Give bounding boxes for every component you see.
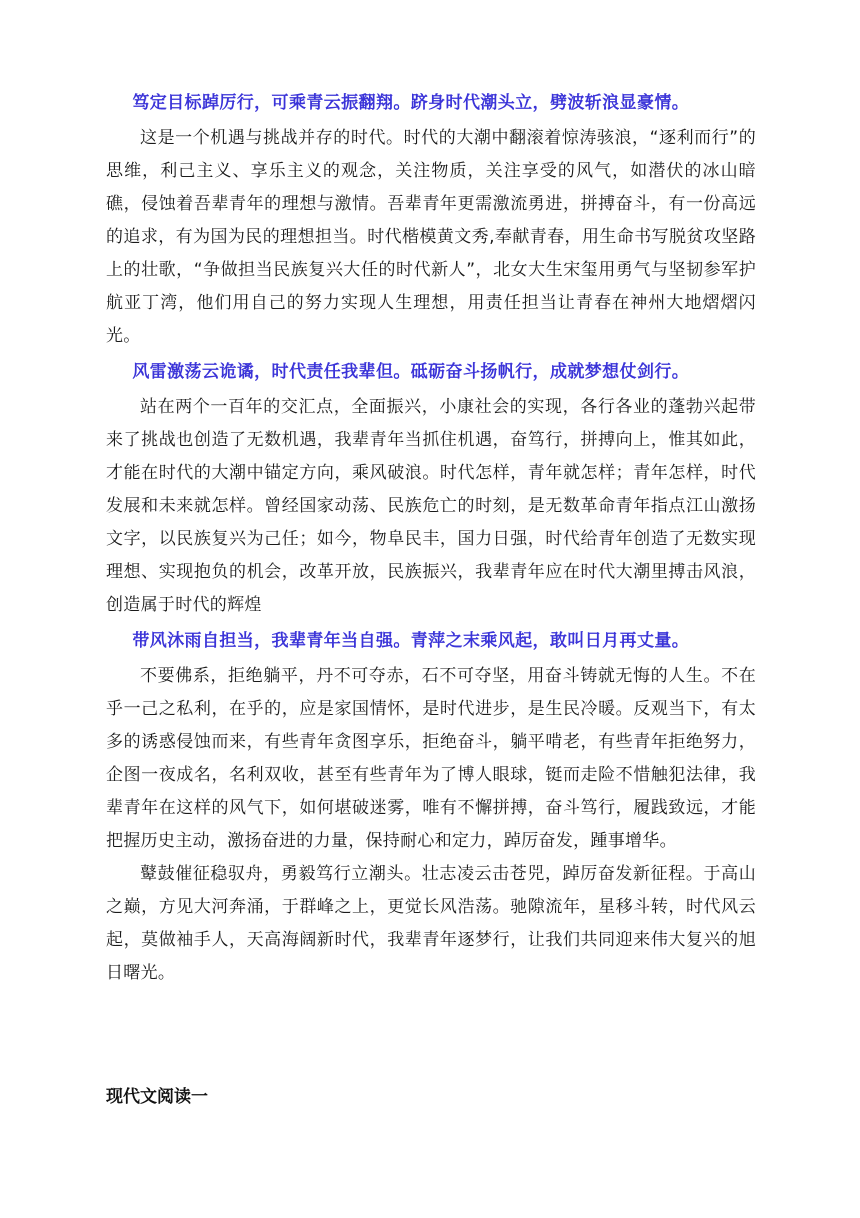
- section-title-modern-reading: 现代文阅读一: [106, 1087, 208, 1107]
- body-paragraph-3: 不要佛系，拒绝躺平，丹不可夺赤，石不可夺坚，用奋斗铸就无悔的人生。不在乎一己之私利，在乎的，应是家国情怀，是时代进步，是生民冷暖。反观当下，有太多的诱惑侵蚀而来，有些青年贪图享乐，拒绝奋斗，躺平啃老，有些青年拒绝努力，企图一夜成名，名利双收，甚至有些青年为了博人眼球，铤而走险不惜触犯法律，我辈青年在这样的风气下，如何堪破迷雾，唯有不懈拼搏，奋斗笃行，履践致远，才能把握历史主动，激扬奋进的力量，保持耐心和定力，踔厉奋发，踵事增华。: [106, 666, 756, 851]
- section-heading-1: 笃定目标踔厉行，可乘青云振翻翔。跻身时代潮头立，劈波斩浪显豪情。: [132, 93, 690, 113]
- section-heading-3: 带风沐雨自担当，我辈青年当自强。青萍之末乘风起，敢叫日月再丈量。: [132, 631, 690, 651]
- body-paragraph-4: 鼙鼓催征稳驭舟，勇毅笃行立潮头。壮志凌云击苍兕，踔厉奋发新征程。于高山之巅，方见大河奔涌，于群峰之上，更觉长风浩荡。驰隙流年，星移斗转，时代风云起，莫做袖手人，天高海阔新时代，我辈青年逐梦行，让我们共同迎来伟大复兴的旭日曙光。: [106, 864, 756, 983]
- body-paragraph-2: 站在两个一百年的交汇点，全面振兴，小康社会的实现，各行各业的蓬勃兴起带来了挑战也创造了无数机遇，我辈青年当抓住机遇，奋笃行，拼搏向上，惟其如此，才能在时代的大潮中锚定方向，乘风破浪。时代怎样，青年就怎样；青年怎样，时代发展和未来就怎样。曾经国家动荡、民族危亡的时刻，是无数革命青年指点江山激扬文字，以民族复兴为己任；如今，物阜民丰，国力日强，时代给青年创造了无数实现理想、实现抱负的机会，改革开放，民族振兴，我辈青年应在时代大潮里搏击风浪，创造属于时代的辉煌: [106, 397, 756, 615]
- section-heading-2: 风雷激荡云诡谲，时代责任我辈但。砥砺奋斗扬帆行，成就梦想仗剑行。: [132, 362, 690, 382]
- body-paragraph-1: 这是一个机遇与挑战并存的时代。时代的大潮中翻滚着惊涛骇浪，“逐利而行”的思维，利己主义、享乐主义的观念，关注物质，关注享受的风气，如潜伏的冰山暗礁，侵蚀着吾辈青年的理想与激情。吾辈青年更需激流勇进，拼搏奋斗，有一份高远的追求，有为国为民的理想担当。时代楷模黄文秀,奉献青春，用生命书写脱贫攻坚路上的壮歌，“争做担当民族复兴大任的时代新人”，北女大生宋玺用勇气与坚韧参军护航亚丁湾，他们用自己的努力实现人生理想，用责任担当让青春在神州大地熠熠闪光。: [106, 128, 756, 346]
